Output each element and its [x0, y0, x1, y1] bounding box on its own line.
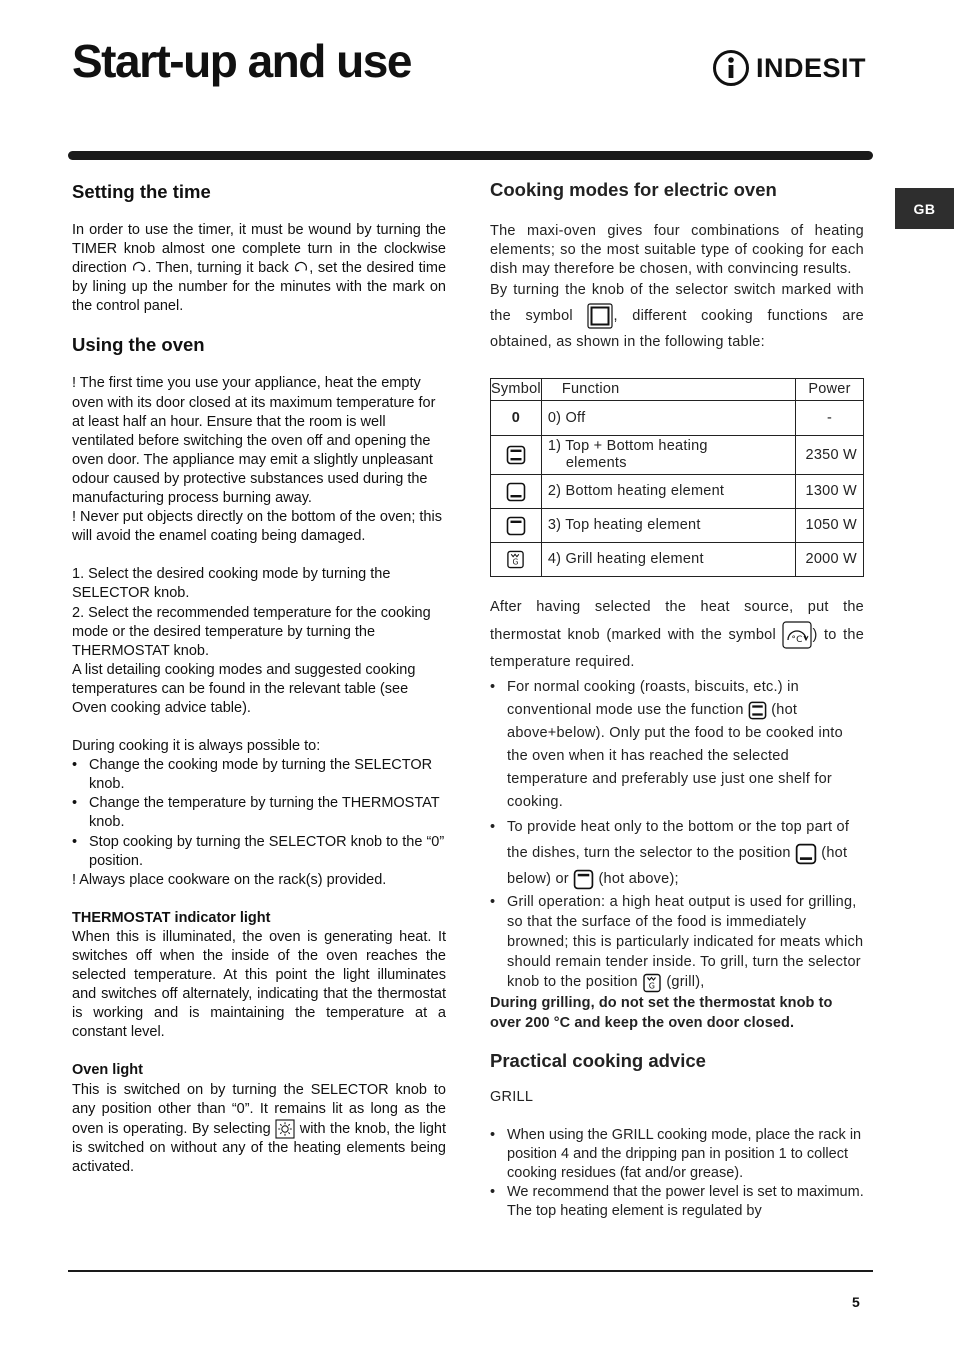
footer-rule [68, 1270, 873, 1272]
list-item [490, 814, 864, 892]
page-title: Start-up and use [72, 35, 411, 87]
first-use-warning: ! The first time you use your appliance, heat the empty oven with its door closed at its maximum temperature for at least half an hour. Ensure that the room is well ventilated before switching the oven off and opening the oven door. The appliance may emit a slightly unpleasant odour caused by protective substances used during the manufacturing process burning away. [72, 375, 436, 507]
grill-heating-icon [491, 543, 542, 577]
list-item: • Change the cooking mode by turning the SELECTOR knob. [72, 756, 446, 794]
cooking-modes-intro: The maxi-oven gives four combinations of heating elements; so the most suitable type of cooking for each dish may therefore be chosen, with convincing results. [490, 223, 864, 278]
grill-label: GRILL [490, 1088, 534, 1105]
oven-light-text-a: This is switched on by turning the SELECTOR knob to any position other than “0”. It remains lit as long as the oven is operating. By selecting [72, 1081, 446, 1137]
power-cell: 1300 W [796, 475, 864, 509]
cooking-modes-heading: Cooking modes for electric oven [490, 179, 777, 200]
list-item: • Stop cooking by turning the SELECTOR knob to the “0” position. [72, 833, 446, 871]
during-cooking-list [72, 756, 446, 871]
table-row [491, 436, 864, 475]
list-item: • Change the temperature by turning the THERMOSTAT knob. [72, 794, 446, 832]
setting-time-text-a: In order to use the timer, it must be wound by turning the TIMER knob almost one complete turn in the clockwise direction [72, 222, 446, 277]
tip-1-b: (hot above+below). Only put the food to be cooked into the oven when it has reached the selected temperature and preferably use just one shelf for cooking. [507, 702, 843, 811]
page-number: 5 [852, 1294, 860, 1310]
table-header-row [491, 379, 864, 401]
selector-text-b: , different cooking functions are obtained, as shown in the following table: [490, 308, 864, 351]
function-cell: 4) Grill heating element [541, 543, 795, 577]
rack-warning: ! Always place cookware on the rack(s) provided. [72, 871, 387, 888]
function-cell: 2) Bottom heating element [541, 475, 795, 509]
cooking-tips-list [490, 676, 864, 992]
top-bottom-heating-icon [748, 701, 767, 720]
grilling-warning: During grilling, do not set the thermostat knob to over 200 °C and keep the oven door closed. [490, 994, 833, 1031]
thermostat-text-b: ) to the temperature required. [490, 627, 865, 671]
brand-logo [712, 48, 866, 88]
tip-2-c: (hot above); [598, 871, 679, 888]
list-item: • When using the GRILL cooking mode, place the rack in position 4 and the dripping pan in position 1 to collect cooking residues (fat and/or grease). [490, 1126, 864, 1183]
top-heating-icon [491, 509, 542, 543]
bottom-heating-icon [491, 475, 542, 509]
table-row [491, 401, 864, 436]
counterclockwise-arrow-icon [293, 260, 309, 276]
list-item [490, 892, 864, 992]
oven-bottom-warning: ! Never put objects directly on the bottom of the oven; this will avoid the enamel coating being damaged. [72, 509, 442, 545]
tip-2-a: To provide heat only to the bottom or the top part of the dishes, turn the selector to the position [507, 819, 850, 862]
setting-time-text [72, 221, 446, 316]
header-symbol: Symbol [491, 379, 542, 401]
power-cell: 1050 W [796, 509, 864, 543]
step-1: 1. Select the desired cooking mode by turning the SELECTOR knob. [72, 566, 391, 602]
tip-2-b: (hot below) or [507, 845, 848, 888]
step-3: A list detailing cooking modes and suggested cooking temperatures can be found in the relevant table (see Oven cooking advice table). [72, 661, 416, 716]
during-cooking-text: During cooking it is always possible to: [72, 738, 321, 755]
function-cell: 0) Off [541, 401, 795, 436]
oven-light-text-b: with the knob, the light is switched on without any of the heating elements being activated. [72, 1120, 447, 1175]
oven-light-icon [275, 1119, 295, 1139]
thermostat-text-a: After having selected the heat source, put the thermostat knob (marked with the symbol [490, 599, 864, 644]
setting-time-text-c: , set the desired time by lining up the number for the minutes with the mark on the control panel. [72, 260, 447, 315]
right-column [490, 178, 864, 1221]
grill-heating-icon [642, 973, 662, 993]
header-function: Function [541, 379, 795, 401]
power-cell: - [796, 401, 864, 436]
setting-time-text-b: . Then, turning it back [147, 260, 289, 277]
top-bottom-heating-icon [491, 436, 542, 475]
power-cell: 2000 W [796, 543, 864, 577]
practical-advice-heading: Practical cooking advice [490, 1049, 706, 1071]
symbol-off: 0 [491, 401, 542, 436]
oven-light-heading: Oven light [72, 1062, 143, 1079]
thermostat-light-text: When this is illuminated, the oven is generating heat. It switches off when the inside of the oven reaches the selected temperature. At this point the light illuminates and switches off alternately, indicating that the thermostat is working and is maintaining the temperature at a constant level. [72, 928, 446, 1041]
function-cell [541, 436, 795, 475]
using-oven-heading: Using the oven [72, 334, 205, 356]
oven-light-text [72, 1081, 446, 1177]
table-row [491, 509, 864, 543]
tip-3-b: (grill), [666, 974, 705, 991]
bottom-heating-icon [795, 843, 817, 865]
thermostat-symbol-icon [782, 621, 812, 649]
list-item: • We recommend that the power level is set to maximum. The top heating element is regulated by [490, 1183, 864, 1221]
clockwise-arrow-icon [131, 260, 147, 276]
function-line-2: elements [565, 455, 627, 472]
svg-text:°C: °C [791, 635, 804, 646]
list-item [490, 676, 864, 814]
language-tab: GB [895, 188, 954, 229]
selector-text-a: By turning the knob of the selector switch marked with the symbol [490, 282, 864, 325]
setting-time-heading: Setting the time [72, 181, 211, 202]
top-heating-icon [573, 869, 594, 890]
cooking-modes-table [490, 378, 864, 577]
step-2: 2. Select the recommended temperature for the cooking mode or the desired temperature by turning the THERMOSTAT knob. [72, 604, 431, 659]
tip-3-a: Grill operation: a high heat output is used for grilling, so that the surface of the food is immediately browned; this is particularly indicated for meats which should remain tender inside. To grill, turn the selector knob to the position [507, 894, 864, 991]
left-column [72, 180, 446, 1177]
practical-advice-list [490, 1126, 864, 1221]
header-power: Power [796, 379, 864, 401]
selector-symbol-icon [587, 303, 613, 329]
tip-1-a: For normal cooking (roasts, biscuits, etc.) in conventional mode use the function [507, 679, 799, 719]
power-cell: 2350 W [796, 436, 864, 475]
table-row [491, 543, 864, 577]
thermostat-light-heading: THERMOSTAT indicator light [72, 909, 271, 926]
header-rule [68, 151, 873, 160]
function-cell: 3) Top heating element [541, 509, 795, 543]
selector-text [490, 277, 864, 355]
brand-name: INDESIT [756, 52, 867, 83]
brand-logo-icon [712, 49, 750, 87]
table-row [491, 475, 864, 509]
function-line-1: 1) Top + Bottom heating [547, 438, 708, 455]
thermostat-text [490, 594, 864, 676]
